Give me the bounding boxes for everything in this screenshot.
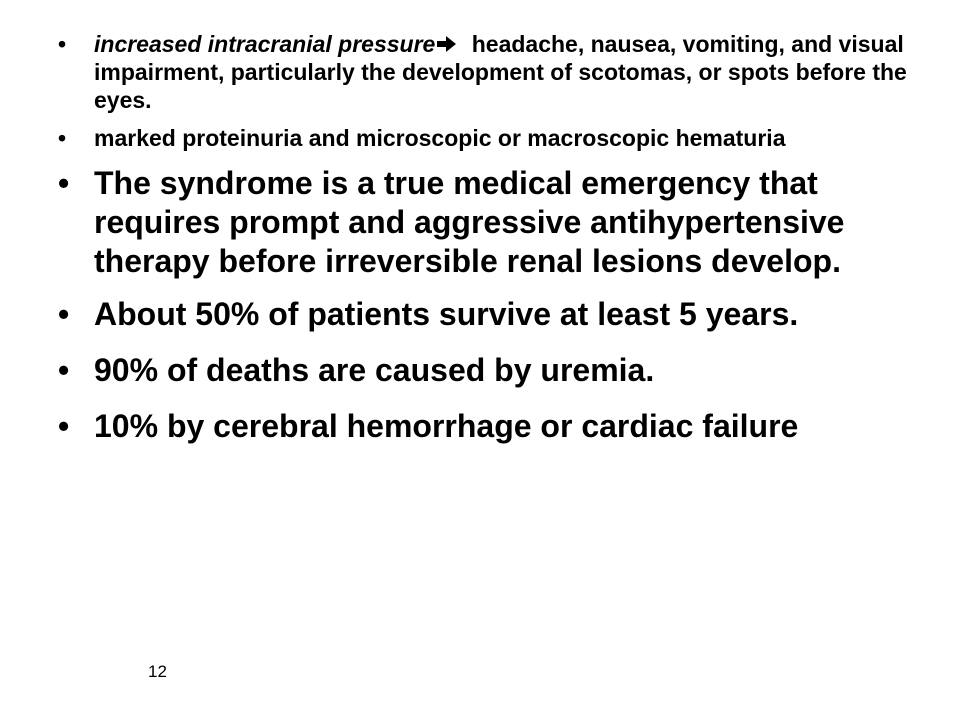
bullet-dot: •: [58, 408, 70, 444]
bullet-text: About 50% of patients survive at least 5 years.: [94, 296, 799, 332]
bullet-dot: •: [58, 352, 70, 388]
page-number: 12: [148, 662, 167, 681]
bullet-item-uremia-deaths: [58, 347, 918, 393]
bullet-text: 10% by cerebral hemorrhage or cardiac failure: [94, 408, 799, 444]
bullet-item-survival: [58, 291, 918, 337]
bullet-emphasis-text: increased intracranial pressure: [94, 31, 436, 57]
bullet-dot: •: [58, 165, 70, 201]
bullet-text: 90% of deaths are caused by uremia.: [94, 352, 655, 388]
bullet-dot: •: [58, 296, 70, 332]
right-arrow-icon: [435, 35, 457, 53]
bullet-item-intracranial-pressure: [58, 30, 918, 114]
bullet-item-hemorrhage-failure: [58, 403, 918, 449]
bullet-text: The syndrome is a true medical emergency that requires prompt and aggressive antihypertensive therapy before irreversible renal lesions develop.: [94, 165, 845, 279]
bullet-item-medical-emergency: [58, 164, 918, 281]
bullet-dot: •: [58, 125, 67, 151]
bullet-dot: •: [58, 31, 67, 57]
bullet-item-proteinuria: [58, 124, 918, 152]
bullet-list: [58, 30, 918, 459]
bullet-text: headache, nausea, vomiting, and visual impairment, particularly the development of scotomas, or spots before the eyes.: [94, 31, 907, 113]
bullet-text: marked proteinuria and microscopic or macroscopic hematuria: [94, 125, 786, 151]
